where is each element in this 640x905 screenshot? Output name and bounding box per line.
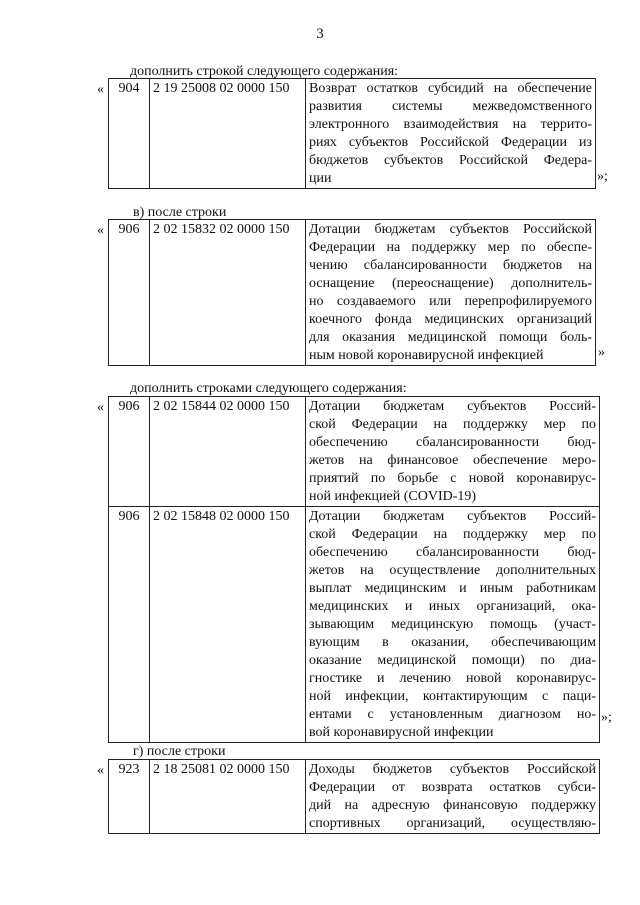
- revenue-name-cell: [306, 397, 600, 507]
- open-quote: «: [97, 82, 104, 97]
- text-line: для оказания медицинской помощи боль-: [309, 330, 592, 345]
- section-intro: дополнить строкой следующего содержания:: [130, 64, 399, 79]
- text-line: жетов на осуществление дополнительных: [309, 563, 596, 578]
- text-line: вующим в оказании, обеспечивающим: [309, 635, 596, 650]
- budget-code-cell: 2 18 25081 02 0000 150: [150, 760, 306, 834]
- amendment-table: [108, 759, 600, 834]
- text-line: обеспечению сбалансированности бюд-: [309, 545, 596, 560]
- table-row: [109, 397, 600, 507]
- text-line: оказание медицинской помощи) по диа-: [309, 653, 596, 668]
- budget-code-cell: 2 19 25008 02 0000 150: [150, 79, 306, 189]
- admin-code-cell: 906: [109, 507, 150, 743]
- admin-code-cell: 904: [109, 79, 150, 189]
- text-line: ции: [309, 171, 332, 186]
- text-line: выплат медицинским и иным работникам: [309, 581, 596, 596]
- budget-code-cell: 2 02 15832 02 0000 150: [150, 220, 306, 366]
- amendment-table: [108, 396, 600, 743]
- table-row: [109, 220, 596, 366]
- text-line: приятий по борьбе с новой коронавирус-: [309, 471, 596, 486]
- text-line: вой коронавирусной инфекции: [309, 725, 494, 740]
- close-quote: »: [598, 345, 605, 360]
- text-line: ной инфекцией (COVID-19): [309, 489, 477, 504]
- table-row: [109, 760, 600, 834]
- section-intro: в) после строки: [133, 205, 227, 220]
- amendment-table: [108, 78, 596, 189]
- revenue-name-cell: [306, 220, 596, 366]
- budget-code-cell: 2 02 15844 02 0000 150: [150, 397, 306, 507]
- text-line: ным новой коронавирусной инфекцией: [309, 348, 544, 363]
- section-intro: г) после строки: [133, 744, 226, 759]
- text-line: риях субъектов Российской Федерации из: [309, 135, 592, 150]
- text-line: зывающим медицинскую помощь (участ-: [309, 617, 596, 632]
- table-row: [109, 79, 596, 189]
- text-line: Федерации от возврата остатков субси-: [309, 780, 596, 795]
- admin-code-cell: 923: [109, 760, 150, 834]
- text-line: Федерации на поддержку мер по обеспе-: [309, 240, 592, 255]
- open-quote: «: [97, 400, 104, 415]
- text-line: ской Федерации на поддержку мер по: [309, 527, 596, 542]
- admin-code-cell: 906: [109, 220, 150, 366]
- revenue-name-cell: [306, 760, 600, 834]
- admin-code-cell: 906: [109, 397, 150, 507]
- text-line: развития системы межведомственного: [309, 99, 592, 114]
- text-line: жетов на финансовое обеспечение меро-: [309, 453, 596, 468]
- text-line: но создаваемого или перепрофилируемого: [309, 294, 592, 309]
- close-quote: »;: [597, 169, 608, 184]
- text-line: Дотации бюджетам субъектов Россий-: [309, 399, 596, 414]
- text-line: бюджетов субъектов Российской Федера-: [309, 153, 592, 168]
- open-quote: «: [97, 763, 104, 778]
- text-line: Дотации бюджетам субъектов Россий-: [309, 509, 596, 524]
- text-line: обеспечению сбалансированности бюд-: [309, 435, 596, 450]
- amendment-table: [108, 219, 596, 366]
- text-line: ской Федерации на поддержку мер по: [309, 417, 596, 432]
- revenue-name-cell: [306, 79, 596, 189]
- text-line: дий на адресную финансовую поддержку: [309, 798, 596, 813]
- text-line: коечного фонда медицинских организаций: [309, 312, 592, 327]
- page-number: 3: [316, 26, 324, 42]
- text-line: Возврат остатков субсидий на обеспечение: [309, 81, 592, 96]
- close-quote: »;: [601, 710, 612, 725]
- revenue-name-cell: [306, 507, 600, 743]
- text-line: электронного взаимодействия на террито-: [309, 117, 592, 132]
- text-line: оснащение (переоснащение) дополнитель-: [309, 276, 592, 291]
- text-line: спортивных организаций, осуществляю-: [309, 816, 596, 831]
- budget-code-cell: 2 02 15848 02 0000 150: [150, 507, 306, 743]
- text-line: гностике и лечению новой коронавирус-: [309, 671, 596, 686]
- text-line: ной инфекции, контактирующим с паци-: [309, 689, 596, 704]
- text-line: Дотации бюджетам субъектов Российской: [309, 222, 592, 237]
- table-row: [109, 507, 600, 743]
- text-line: медицинских и иных организаций, ока-: [309, 599, 596, 614]
- text-line: чению сбалансированности бюджетов на: [309, 258, 592, 273]
- section-intro: дополнить строками следующего содержания:: [130, 381, 407, 396]
- open-quote: «: [97, 223, 104, 238]
- text-line: Доходы бюджетов субъектов Российской: [309, 762, 596, 777]
- text-line: ентами с установленным диагнозом но-: [309, 707, 596, 722]
